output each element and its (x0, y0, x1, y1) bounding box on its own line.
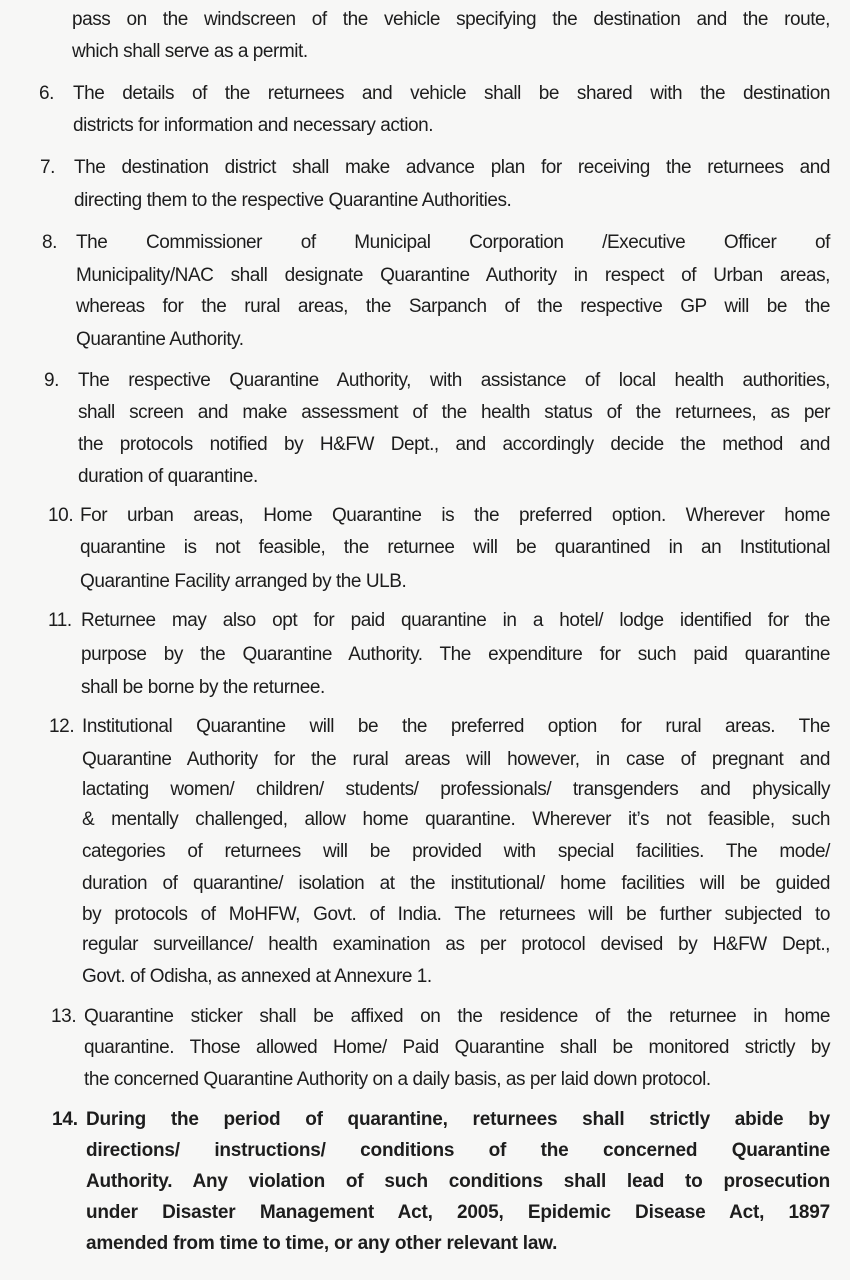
item-number: 8. (42, 232, 58, 253)
text-line: Quarantine Authority for the rural areas will however, in case of pregnant and (82, 749, 830, 770)
text-line: under Disaster Management Act, 2005, Epidemic Disease Act, 1897 (86, 1202, 830, 1223)
text-line: Quarantine Facility arranged by the ULB. (80, 571, 407, 592)
item-number: 7. (40, 157, 56, 178)
text-line: duration of quarantine. (78, 466, 258, 487)
text-line: directing them to the respective Quarantine Authorities. (74, 190, 512, 211)
text-line: Govt. of Odisha, as annexed at Annexure 1. (82, 966, 432, 987)
text-line: Municipality/NAC shall designate Quarantine Authority in respect of Urban areas, (76, 265, 830, 286)
text-line: Institutional Quarantine will be the preferred option for rural areas. The (82, 716, 830, 737)
text-line: categories of returnees will be provided with special facilities. The mode/ (82, 841, 830, 862)
text-line: purpose by the Quarantine Authority. The expenditure for such paid quarantine (81, 644, 830, 665)
text-line: whereas for the rural areas, the Sarpanch of the respective GP will be the (76, 296, 830, 317)
text-line: pass on the windscreen of the vehicle specifying the destination and the route, (72, 9, 830, 30)
item-number: 6. (39, 83, 55, 104)
text-line: duration of quarantine/ isolation at the institutional/ home facilities will be guided (82, 873, 830, 894)
text-line: lactating women/ children/ students/ professionals/ transgenders and physically (82, 779, 830, 800)
text-line: Quarantine sticker shall be affixed on the residence of the returnee in home (84, 1006, 830, 1027)
text-line: Returnee may also opt for paid quarantine in a hotel/ lodge identified for the (81, 610, 830, 631)
item-number: 13. (51, 1006, 77, 1027)
item-number: 12. (49, 716, 75, 737)
text-line: The details of the returnees and vehicle shall be shared with the destination (73, 83, 830, 104)
text-line: & mentally challenged, allow home quarantine. Wherever it’s not feasible, such (82, 809, 830, 830)
text-line: Quarantine Authority. (76, 329, 244, 350)
text-line: The destination district shall make advance plan for receiving the returnees and (74, 157, 830, 178)
text-line: directions/ instructions/ conditions of the concerned Quarantine (86, 1140, 830, 1161)
text-line: For urban areas, Home Quarantine is the preferred option. Wherever home (80, 505, 830, 526)
item-number: 9. (44, 370, 60, 391)
text-line: Authority. Any violation of such conditions shall lead to prosecution (86, 1171, 830, 1192)
text-line: The Commissioner of Municipal Corporation /Executive Officer of (76, 232, 830, 253)
text-line: During the period of quarantine, returnees shall strictly abide by (86, 1109, 830, 1130)
text-line: which shall serve as a permit. (72, 41, 308, 62)
text-line: shall be borne by the returnee. (81, 677, 325, 698)
text-line: quarantine is not feasible, the returnee will be quarantined in an Institutional (80, 537, 830, 558)
text-line: shall screen and make assessment of the health status of the returnees, as per (78, 402, 830, 423)
item-number: 11. (48, 610, 72, 631)
text-line: The respective Quarantine Authority, with assistance of local health authorities, (78, 370, 830, 391)
text-line: the protocols notified by H&FW Dept., and accordingly decide the method and (78, 434, 830, 455)
item-number: 10. (48, 505, 74, 526)
item-number: 14. (52, 1109, 78, 1130)
text-line: by protocols of MoHFW, Govt. of India. The returnees will be further subjected to (82, 904, 830, 925)
text-line: regular surveillance/ health examination as per protocol devised by H&FW Dept., (82, 934, 830, 955)
text-line: quarantine. Those allowed Home/ Paid Quarantine shall be monitored strictly by (84, 1037, 830, 1058)
text-line: the concerned Quarantine Authority on a daily basis, as per laid down protocol. (84, 1069, 711, 1090)
text-line: amended from time to time, or any other relevant law. (86, 1233, 558, 1254)
text-line: districts for information and necessary action. (73, 115, 434, 136)
